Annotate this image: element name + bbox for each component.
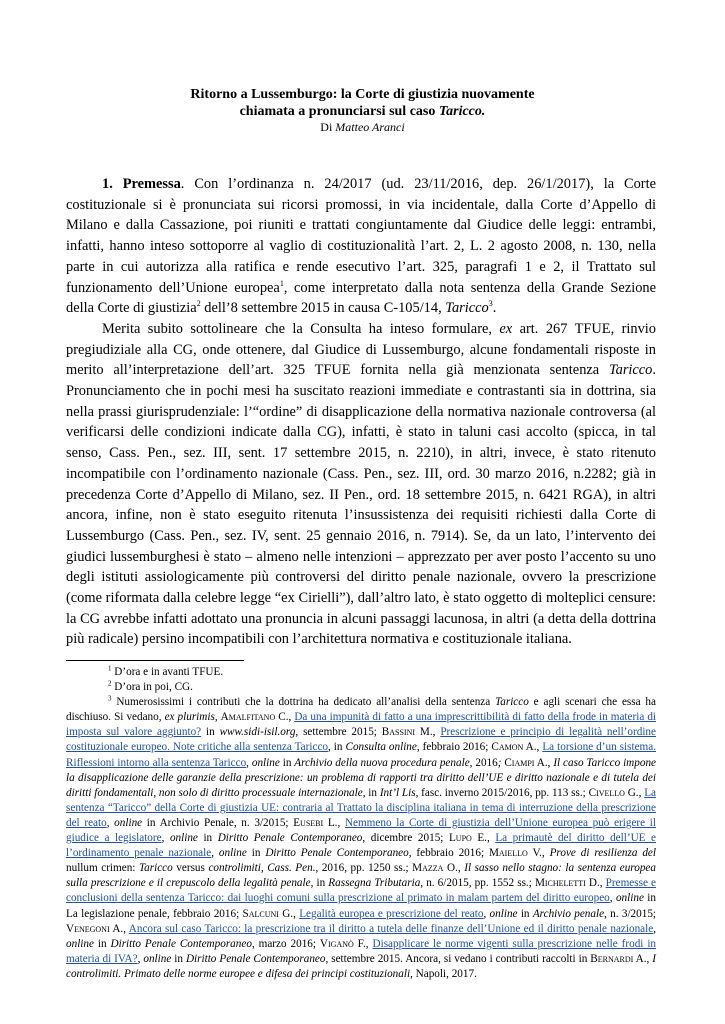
footnote-text: , xyxy=(653,922,657,935)
footnote-italic: ex plurimis xyxy=(164,711,215,724)
footnote-italic: Consulta online xyxy=(345,741,417,754)
footnote-text: , n. 3/2015; xyxy=(604,907,657,920)
footnote-text: , xyxy=(486,832,496,845)
footnote-1 xyxy=(66,665,656,680)
footnote-text: , xyxy=(432,726,441,739)
footnote-text: , xyxy=(214,711,221,724)
reference-link[interactable]: Ancora sul caso Taricco: la prescrizione tra il diritto a tutela delle finanze dell’Unione ed il diritto penale nazionale xyxy=(128,922,654,935)
footnote-text: , xyxy=(457,862,465,875)
author-name: Micheletti D. xyxy=(534,877,600,890)
title-line-2: chiamata a pronunciarsi sul caso xyxy=(239,104,439,119)
paragraph-text: . xyxy=(492,300,497,317)
footnote-text: D’ora e in avanti TFUE. xyxy=(111,666,224,678)
footnote-text: nullum crimen: xyxy=(66,862,139,875)
footnote-italic: online xyxy=(169,832,198,845)
footnote-text: , xyxy=(599,877,606,890)
footnote-ref-2[interactable]: 2 xyxy=(196,299,201,309)
footnote-separator xyxy=(66,660,244,661)
footnote-italic: Taricco xyxy=(138,862,173,875)
footnote-text: , xyxy=(365,937,373,950)
footnote-text: , febbraio 2016; xyxy=(416,741,492,754)
footnote-text: , xyxy=(337,816,345,829)
author-line xyxy=(0,120,725,134)
footnote-text: , xyxy=(536,741,543,754)
footnote-text: , n. 6/2015, pp. 1552 ss.; xyxy=(420,877,535,890)
paper-title xyxy=(0,86,725,120)
paragraph-text: , come interpretato dalla nota sentenza della Grande Sezione della Corte di giustizia xyxy=(66,279,656,317)
footnote-text: in xyxy=(93,937,111,950)
footnote-number: 1 xyxy=(108,664,112,673)
author-name: Eusebi L. xyxy=(293,816,338,829)
footnote-text: in La legislazione penale, febbraio 2016; xyxy=(66,892,656,920)
footnote-text: , xyxy=(293,907,300,920)
footnote-ref-1[interactable]: 1 xyxy=(279,278,284,288)
footnote-text: , xyxy=(288,711,295,724)
paragraph-text: Merita subito sottolineare che la Consulta ha inteso formulare, xyxy=(102,320,500,337)
paragraph-text: . Pronunciamento che in pochi mesi ha suscitato reazioni immediate e contrastanti sia in dottrina, sia nella prassi giurisprudenziale: l’“ordine” di disapplicazione della normativa nazionale controversa (al verificarsi delle condizioni indicate dalla CG), infatti, è stato in taluni casi accolto (spicca, in tal senso, Cass. Pen., sez. III, sent. 17 settembre 2015, n. 2210), in altri, invece, è stato ritenuto incompatibile con l’ordinamento nazionale (Cass. Pen., sez. III, ord. 30 marzo 2016, n.2282; già in precedenza Corte d’Appello di Milano, sez. II Pen., ord. 18 settembre 2015, n. 6421 RGA), in altri ancora, infine, non è stato eseguito ritenuta l’insussistenza dei requisiti richiesti dalla Corte di Lussemburgo (Cass. Pen., sez. IV, sent. 25 gennaio 2016, n. 7914). Se, da un lato, l’intervento dei giudici lussemburghesi è stato – almeno nelle intenzioni – apprezzato per aver posto l’accento su uno degli istituti assiologicamente più controversi del diritto penale nazionale, ovvero la prescrizione (come riformata dalla celebre legge “ex Cirielli”), dall’altro lato, è stato oggetto di molteplici censure: la CG avrebbe infatti adottato una pronuncia in alcuni passaggi lacunosa, in altri (a detta della dottrina più radicale) persino incompatibili con l’architettura normativa e costituzionale italiana. xyxy=(66,362,656,648)
paragraph-text: art. 267 TFUE, rinvio pregiudiziale alla CG, onde ottenere, dal Giudice di Lussemburgo, alcune fondamentali risposte in merito all’interpretazione dell’art. 325 TFUE fornita nella già menzionata sentenza xyxy=(66,320,656,379)
footnote-text: , xyxy=(123,922,129,935)
footnote-text: , febbraio 2016; xyxy=(408,847,489,860)
author-name: Mazza O. xyxy=(412,862,458,875)
footnote-italic: I controlimiti. Primato delle norme europee e difesa dei principi costituzionali xyxy=(66,952,657,980)
footnote-text: , in xyxy=(362,786,380,799)
footnotes xyxy=(66,665,656,982)
paragraph-text: dell’8 settembre 2015 in causa C-105/14, xyxy=(200,300,446,317)
author-name: Ciampi A. xyxy=(504,756,548,769)
reference-link[interactable]: Premesse e conclusioni della sentenza Taricco: dai luoghi comuni sulla prescrizione al primato in malam partem del diritto europeo xyxy=(66,877,656,905)
footnote-italic: online xyxy=(114,816,143,829)
footnote-italic: online xyxy=(143,952,172,965)
footnote-text: Numerosissimi i contributi che la dottrina ha dedicato all’analisi della sentenza xyxy=(111,696,496,709)
footnote-text: in xyxy=(197,832,218,845)
footnote-text: , xyxy=(483,907,490,920)
footnote-text: , xyxy=(638,786,645,799)
reference-link[interactable]: Disapplicare le norme vigenti sulla prescrizione nelle frodi in materia di IVA? xyxy=(66,937,657,965)
footnote-text: , in xyxy=(310,877,329,890)
footnote-italic: Diritto Penale Contemporaneo xyxy=(265,847,409,860)
footnote-italic: Diritto Penale Contemporaneo xyxy=(217,832,363,845)
footnote-italic: Archivio della nuova procedura penale xyxy=(294,756,470,769)
footnote-text: , xyxy=(106,816,115,829)
case-name: Taricco xyxy=(608,362,653,379)
footnote-text: , xyxy=(211,847,219,860)
author-name: Salcuni G. xyxy=(242,907,294,920)
footnote-number: 3 xyxy=(108,694,112,703)
footnote-text: D’ora in poi, CG. xyxy=(111,681,193,694)
reference-link[interactable]: Prescrizione e principio di legalità nell’ordine costituzionale europeo. Note critiche alla sentenza Taricco xyxy=(66,726,656,754)
paragraph-premessa xyxy=(66,174,656,319)
footnote-text: in xyxy=(279,756,295,769)
footnote-italic: Int’l Lis xyxy=(379,786,416,799)
footnote-2 xyxy=(66,680,656,695)
author-name: Lupo E. xyxy=(448,832,487,845)
footnote-text: , xyxy=(547,756,554,769)
footnote-italic: Archivio penale xyxy=(532,907,605,920)
author-name: Camon A. xyxy=(491,741,537,754)
footnote-number: 2 xyxy=(108,679,112,688)
footnote-text: , marzo 2016; xyxy=(251,937,320,950)
author-name: Bassini M. xyxy=(381,726,433,739)
footnote-text: , in xyxy=(328,741,346,754)
author-name: Matteo Aranci xyxy=(335,120,405,134)
reference-link[interactable]: Legalità europea e prescrizione del reato xyxy=(299,907,484,920)
footnote-text: in xyxy=(201,726,220,739)
footnote-text: , xyxy=(246,756,252,769)
footnote-text: e agli scenari che essa ha dischiuso. Si vedano, xyxy=(66,696,656,724)
footnote-text: , xyxy=(137,952,144,965)
reference-link[interactable]: La primautè del diritto dell’UE e l’ordinamento penale nazionale xyxy=(66,832,656,860)
author-prefix: Di xyxy=(320,120,336,134)
footnote-italic: online xyxy=(66,937,94,950)
footnote-italic: Il sasso nello stagno: la sentenza europea sulla prescrizione e il crepuscolo della legalità penale xyxy=(66,862,656,890)
reference-link[interactable]: Da una impunità di fatto a una imprescrittibilità di fatto della frode in materia di imposta sul valore aggiunto? xyxy=(66,711,657,739)
footnote-italic: online xyxy=(218,847,247,860)
footnote-italic: www.sidi-isil.org xyxy=(219,726,296,739)
footnote-ref-3[interactable]: 3 xyxy=(488,299,493,309)
footnote-italic: ; xyxy=(497,756,505,769)
footnote-text: , 2016, pp. 1250 ss.; xyxy=(315,862,413,875)
footnote-text: , xyxy=(541,847,550,860)
footnote-text: , dicembre 2015; xyxy=(362,832,449,845)
footnote-italic: Il caso Taricco impone la disapplicazione delle garanzie della prescrizione: un problema di rapporti tra diritto dell’UE e diritto nazionale e di tutela dei diritti fondamentali, non solo di diritto processuale internazionale xyxy=(66,756,657,799)
body-text xyxy=(66,174,656,650)
footnote-text: in xyxy=(171,952,186,965)
footnote-italic: Rassegna Tributaria xyxy=(328,877,421,890)
footnote-italic: Taricco xyxy=(495,696,529,709)
author-name: Amalfitano C. xyxy=(220,711,289,724)
footnote-italic: controlimiti, Cass. Pen. xyxy=(208,862,316,875)
footnote-text: , fasc. inverno 2015/2016, pp. 113 ss.; xyxy=(415,786,589,799)
footnote-text: , xyxy=(609,892,616,905)
footnote-italic: Diritto Penale Contemporaneo xyxy=(110,937,252,950)
author-name: Viganò F. xyxy=(319,937,366,950)
author-name: Maiello V. xyxy=(488,847,542,860)
reference-link[interactable]: La sentenza “Taricco” della Corte di giustizia UE: contraria al Trattato la disciplina italiana in tema di interruzione della prescrizione del reato xyxy=(66,786,657,829)
footnote-italic: online xyxy=(615,892,644,905)
footnote-text: , settembre 2015. Ancora, si vedano i contributi raccolti in xyxy=(325,952,591,965)
footnote-text: , settembre 2015; xyxy=(295,726,382,739)
latin-term: ex xyxy=(499,320,513,337)
title-line-1: Ritorno a Lussemburgo: la Corte di giustizia nuovamente xyxy=(190,87,535,102)
title-case-name: Taricco. xyxy=(438,104,486,119)
author-name: Civello G. xyxy=(588,786,639,799)
reference-link[interactable]: Nemmeno la Corte di giustizia dell’Unione europea può erigere il giudice a legislatore xyxy=(66,816,657,845)
footnote-text: versus xyxy=(172,862,209,875)
paragraph-consulta xyxy=(66,319,656,650)
footnote-text: in xyxy=(517,907,533,920)
case-name: Taricco xyxy=(445,300,489,317)
footnote-text: , xyxy=(161,832,170,845)
footnote-text: , 2016 xyxy=(469,756,498,769)
reference-link[interactable]: La torsione d’un sistema. Riflessioni intorno alla sentenza Taricco xyxy=(66,741,657,769)
footnote-text: in xyxy=(246,847,266,860)
author-name: Venegoni A. xyxy=(66,922,124,935)
footnote-text: , xyxy=(646,952,653,965)
footnote-italic: Diritto Penale Contemporaneo xyxy=(185,952,326,965)
section-heading: 1. Premessa xyxy=(102,176,181,192)
author-name: Bernardi A. xyxy=(590,952,647,965)
footnote-italic: Prove di resilienza del xyxy=(549,847,657,860)
paragraph-text: . Con l’ordinanza n. 24/2017 (ud. 23/11/2016, dep. 26/1/2017), la Corte costituzionale si è pronunciata sui ricorsi promossi, in via incidentale, dalla Corte d’Appello di Milano e dalla Cassazione, poi riuniti e trattati congiuntamente dal Giudice delle leggi: entrambi, infatti, hanno inteso sottoporre al vaglio di costituzionalità l’art. 2, L. 2 agosto 2008, n. 130, nella parte in cui autorizza alla ratifica e rende esecutivo l’art. 325, paragrafi 1 e 2, il Trattato sul funzionamento dell’Unione europea xyxy=(66,176,656,296)
footnote-text: in Archivio Penale, n. 3/2015; xyxy=(142,816,294,829)
footnote-italic: online xyxy=(251,756,280,769)
footnote-3 xyxy=(66,695,656,982)
footnote-text: , Napoli, 2017. xyxy=(410,967,477,980)
footnote-italic: online xyxy=(489,907,518,920)
